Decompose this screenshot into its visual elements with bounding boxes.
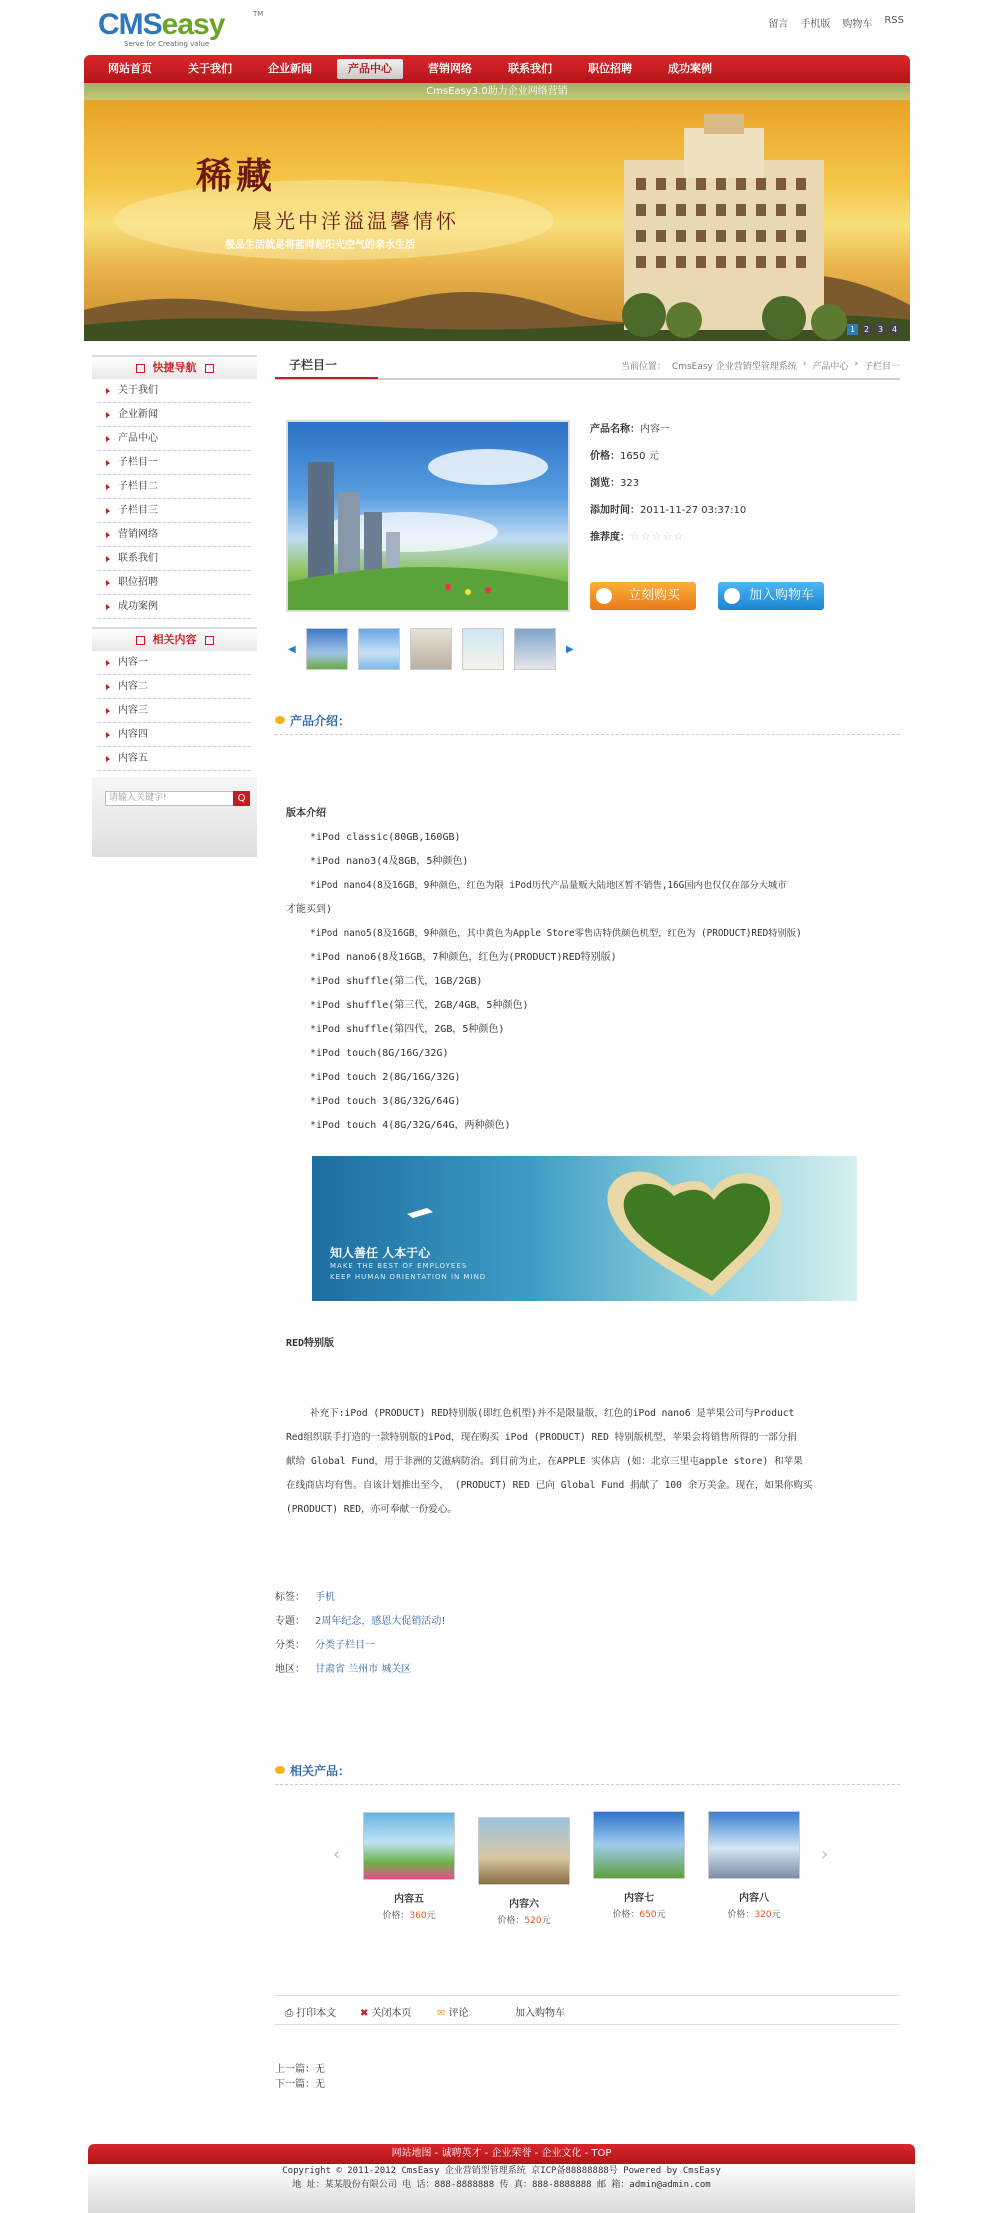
logo-main: CMS xyxy=(98,8,162,41)
island-caption: 知人善任 人本于心 xyxy=(330,1246,431,1260)
star-rating[interactable]: ☆☆☆☆☆ xyxy=(630,530,685,543)
version-line: *iPod nano6(8及16GB，7种颜色，红色为(PRODUCT)RED特别版) xyxy=(310,952,617,963)
island-caption-en2: KEEP HUMAN ORIENTATION IN MIND xyxy=(330,1273,487,1281)
banner-title: 稀藏 xyxy=(196,155,277,197)
sidebar-related-item[interactable]: 内容五 xyxy=(98,747,251,771)
thumbnail[interactable] xyxy=(410,628,452,670)
product-info xyxy=(590,420,746,555)
box-icon xyxy=(136,364,145,373)
related-next-icon[interactable]: › xyxy=(821,1844,829,1865)
meta-tag-label: 标签： xyxy=(275,1592,305,1603)
product-rating-label: 推荐度： xyxy=(590,532,630,543)
related-product-price-label: 价格： xyxy=(612,1910,640,1920)
top-links xyxy=(768,15,904,30)
sidebar-item-sub2[interactable]: 子栏目二 xyxy=(98,475,251,499)
thumbnail[interactable] xyxy=(306,628,348,670)
related-product-unit: 元 xyxy=(771,1910,781,1920)
banner-dot[interactable]: 3 xyxy=(875,324,886,335)
intro-title: 产品介绍： xyxy=(290,714,351,728)
product-name-label: 产品名称： xyxy=(590,424,640,435)
sidebar-item-about[interactable]: 关于我们 xyxy=(98,379,251,403)
versions-heading: 版本介绍 xyxy=(286,808,326,819)
breadcrumb-sep: › xyxy=(802,359,807,369)
breadcrumb-current[interactable]: 子栏目一 xyxy=(863,362,900,372)
breadcrumb xyxy=(621,359,900,372)
printer-icon: ⎙ xyxy=(285,2008,297,2019)
breadcrumb-sep: › xyxy=(854,359,858,369)
close-page-label: 关闭本页 xyxy=(371,2008,412,2019)
comment-icon: ✉ xyxy=(437,2008,449,2019)
top-link-cart[interactable]: 购物车 xyxy=(842,19,873,30)
add-to-cart-button[interactable] xyxy=(718,582,824,610)
footer-info xyxy=(88,2164,915,2213)
logo-accent: easy xyxy=(161,8,225,41)
related-product-image[interactable] xyxy=(478,1817,570,1885)
version-line: *iPod touch 2(8G/16G/32G) xyxy=(310,1072,461,1083)
buy-now-button[interactable] xyxy=(590,582,696,610)
meta-region-value[interactable]: 甘肃省 兰州市 城关区 xyxy=(315,1664,412,1675)
tools-add-to-cart[interactable]: 加入购物车 xyxy=(515,2008,565,2019)
footer-links[interactable]: 网站地图 - 诚聘英才 - 企业荣誉 - 企业文化 - TOP xyxy=(88,2144,915,2164)
nav-home[interactable]: 网站首页 xyxy=(108,62,152,75)
site-logo[interactable] xyxy=(98,10,263,52)
sidebar-related-title: 相关内容 xyxy=(152,633,197,646)
nav-jobs[interactable]: 职位招聘 xyxy=(588,62,632,75)
product-added-label: 添加时间： xyxy=(590,505,640,516)
version-line: *iPod touch(8G/16G/32G) xyxy=(310,1048,449,1059)
sidebar-related-item[interactable]: 内容四 xyxy=(98,723,251,747)
meta-category-value[interactable]: 分类子栏目一 xyxy=(315,1640,375,1651)
bullet-icon xyxy=(275,1766,285,1774)
version-line: *iPod touch 4(8G/32G/64G，两种颜色) xyxy=(310,1120,511,1131)
next-article[interactable]: 下一篇：无 xyxy=(275,2079,325,2090)
banner-dot[interactable]: 4 xyxy=(889,324,900,335)
breadcrumb-products[interactable]: 产品中心 xyxy=(812,362,849,372)
main-nav xyxy=(84,55,910,83)
nav-about[interactable]: 关于我们 xyxy=(188,62,232,75)
banner-caption: 极品生活就是将蓝得起阳光空气的亲水生活 xyxy=(225,240,415,251)
related-product-image[interactable] xyxy=(593,1811,685,1879)
close-icon: ✖ xyxy=(360,2008,372,2019)
footer-address: 地 址：某某股份有限公司 电 话：888-8888888 传 真：888-8888888 邮 箱：admin@admin.com xyxy=(292,2180,711,2190)
meta-tag-value[interactable]: 手机 xyxy=(315,1592,335,1603)
footer-copyright: Copyright © 2011-2012 CmsEasy 企业营销型管理系统 京ICP备88888888号 Powered by CmsEasy xyxy=(282,2166,721,2176)
version-line: *iPod classic(80GB,160GB) xyxy=(310,832,461,843)
prev-next xyxy=(275,2062,325,2092)
related-section-header xyxy=(275,1760,900,1785)
red-text-line: 补充下:iPod (PRODUCT) RED特别版(即红色机型)并不是限量版，红色的iPod nano6 是苹果公司与Product xyxy=(310,1408,795,1419)
product-name: 内容一 xyxy=(640,424,670,435)
related-product-price-label: 价格： xyxy=(497,1916,525,1926)
related-product[interactable] xyxy=(708,1811,800,1920)
sidebar-related-item[interactable]: 内容三 xyxy=(98,699,251,723)
thumb-prev-icon[interactable]: ◀ xyxy=(288,643,296,655)
product-price-label: 价格： xyxy=(590,451,620,462)
thumbnail[interactable] xyxy=(462,628,504,670)
island-caption-en1: MAKE THE BEST OF EMPLOYEES xyxy=(330,1262,468,1270)
breadcrumb-label: 当前位置： xyxy=(620,362,666,372)
sidebar-nav-list xyxy=(92,379,257,619)
related-product-name[interactable]: 内容五 xyxy=(394,1894,424,1905)
related-product[interactable] xyxy=(593,1811,685,1920)
thumbnail[interactable] xyxy=(514,628,556,670)
sidebar-related-header xyxy=(92,627,257,651)
related-product-price: 650 xyxy=(639,1910,657,1920)
product-price: 1650 元 xyxy=(620,451,659,462)
announcement-bar: CmsEasy3.0助力企业网络营销 xyxy=(84,83,910,100)
banner-subtitle: 晨光中洋溢温馨情怀 xyxy=(252,209,459,233)
nav-news[interactable]: 企业新闻 xyxy=(268,62,312,75)
banner-scene xyxy=(84,100,910,341)
related-product-image[interactable] xyxy=(708,1811,800,1879)
sidebar-item-products[interactable]: 产品中心 xyxy=(98,427,251,451)
version-line: 才能买到) xyxy=(286,904,333,915)
nav-cases[interactable]: 成功案例 xyxy=(668,62,712,75)
product-views-label: 浏览： xyxy=(590,478,620,489)
prev-article[interactable]: 上一篇：无 xyxy=(275,2064,325,2075)
comment-button[interactable] xyxy=(437,2004,469,2019)
red-text-block xyxy=(286,1402,906,1522)
sidebar-item-contact[interactable]: 联系我们 xyxy=(98,547,251,571)
island-heart-image xyxy=(312,1156,857,1301)
related-product-unit: 元 xyxy=(656,1910,666,1920)
sidebar xyxy=(92,355,257,857)
related-product-name[interactable]: 内容六 xyxy=(509,1899,539,1910)
print-label: 打印本文 xyxy=(296,2008,337,2019)
thumbnail-strip xyxy=(288,628,574,670)
sidebar-item-sub1[interactable]: 子栏目一 xyxy=(98,451,251,475)
nav-contact[interactable]: 联系我们 xyxy=(508,62,552,75)
red-text-line: Red组织联手打造的一款特别版的iPod，现在购买 iPod (PRODUCT) RED 特别版机型，苹果会将销售所得的一部分捐 xyxy=(286,1432,797,1443)
nav-marketing[interactable]: 营销网络 xyxy=(428,62,472,75)
version-line: *iPod nano4(8及16GB，9种颜色，红色为限 iPod历代产品量贩大陆地区暂不销售,16G国内也仅仅在部分大城市 xyxy=(310,880,787,891)
thumb-next-icon[interactable]: ▶ xyxy=(566,643,574,655)
sidebar-search xyxy=(92,777,257,857)
top-link-rss[interactable]: RSS xyxy=(884,15,904,26)
thumbnail[interactable] xyxy=(358,628,400,670)
building-illustration xyxy=(622,114,847,340)
comment-label: 评论 xyxy=(448,2008,469,2019)
nav-products[interactable]: 产品中心 xyxy=(337,59,403,79)
version-line: *iPod touch 3(8G/32G/64G) xyxy=(310,1096,461,1107)
search-input[interactable]: 请输入关键字! xyxy=(105,791,235,806)
product-added: 2011-11-27 03:37:10 xyxy=(640,505,747,516)
sidebar-nav-title: 快捷导航 xyxy=(152,361,197,374)
search-button[interactable]: Q xyxy=(233,791,250,806)
meta-topic-label: 专题： xyxy=(275,1616,305,1627)
related-product-unit: 元 xyxy=(426,1911,436,1921)
close-page-button[interactable] xyxy=(360,2004,412,2019)
related-products xyxy=(275,1800,900,1926)
version-line: *iPod nano3(4及8GB，5种颜色) xyxy=(310,856,469,867)
content-header xyxy=(275,350,900,380)
versions-block xyxy=(286,802,906,1138)
related-product-image[interactable] xyxy=(363,1812,455,1880)
meta-category-label: 分类： xyxy=(275,1640,305,1651)
city-skyline-image xyxy=(288,422,568,610)
product-views: 323 xyxy=(620,478,640,489)
meta-region-label: 地区： xyxy=(275,1664,305,1675)
sidebar-nav-header xyxy=(92,355,257,379)
version-line: *iPod nano5(8及16GB，9种颜色，其中黄色为Apple Store零售店特供颜色机型，红色为 (PRODUCT)RED特别版) xyxy=(310,928,802,939)
related-product[interactable] xyxy=(478,1817,570,1926)
related-product-price: 320 xyxy=(754,1910,772,1920)
add-to-cart-label: 加入购物车 xyxy=(748,588,814,603)
related-prev-icon[interactable]: ‹ xyxy=(333,1844,341,1865)
box-icon xyxy=(136,636,145,645)
meta-topic-value[interactable]: 2周年纪念，感恩大促销活动! xyxy=(315,1616,446,1627)
version-line: *iPod shuffle(第三代，2GB/4GB，5种颜色) xyxy=(310,1000,529,1011)
buy-now-label: 立刻购买 xyxy=(627,588,680,603)
logo-trademark: TM xyxy=(253,10,264,18)
red-heading: RED特别版 xyxy=(286,1338,335,1349)
sidebar-item-marketing[interactable]: 营销网络 xyxy=(98,523,251,547)
box-icon xyxy=(205,636,214,645)
version-line: *iPod shuffle(第四代，2GB，5种颜色) xyxy=(310,1024,505,1035)
top-link-message[interactable]: 留言 xyxy=(768,19,789,30)
related-product-price: 360 xyxy=(409,1911,427,1921)
related-product-name[interactable]: 内容八 xyxy=(739,1893,769,1904)
print-button[interactable] xyxy=(285,2004,336,2019)
related-product-unit: 元 xyxy=(541,1916,551,1926)
version-line: *iPod shuffle(第二代，1GB/2GB) xyxy=(310,976,483,987)
page-title: 子栏目一 xyxy=(289,358,338,372)
top-link-mobile[interactable]: 手机版 xyxy=(800,19,831,30)
title-underline xyxy=(275,377,378,379)
sidebar-item-news[interactable]: 企业新闻 xyxy=(98,403,251,427)
red-text-line: 献给 Global Fund，用于非洲的艾滋病防治。到目前为止，在APPLE 实体店 (如：北京三里屯apple store) 和苹果 xyxy=(286,1456,803,1467)
banner-dot[interactable]: 2 xyxy=(861,324,872,335)
cart-icon xyxy=(724,588,740,604)
breadcrumb-home[interactable]: CmsEasy 企业营销型管理系统 xyxy=(671,362,797,372)
article-tools xyxy=(275,1995,900,2025)
related-product-price-label: 价格： xyxy=(727,1910,755,1920)
banner-dot[interactable]: 1 xyxy=(847,324,858,335)
red-text-line: (PRODUCT) RED，亦可奉献一份爱心。 xyxy=(286,1504,458,1515)
related-product-name[interactable]: 内容七 xyxy=(624,1893,654,1904)
cart-icon xyxy=(596,588,612,604)
banner-pager xyxy=(847,324,900,335)
hero-banner xyxy=(84,100,910,341)
box-icon xyxy=(205,364,214,373)
intro-section-header xyxy=(275,710,900,735)
logo-tagline: Serve for Creating value xyxy=(124,40,210,48)
sidebar-related-list xyxy=(92,651,257,771)
bullet-icon xyxy=(275,716,285,724)
related-product[interactable] xyxy=(363,1812,455,1921)
product-main-image[interactable] xyxy=(286,420,570,612)
product-meta xyxy=(275,1588,445,1684)
sidebar-item-sub3[interactable]: 子栏目三 xyxy=(98,499,251,523)
related-title: 相关产品： xyxy=(290,1764,351,1778)
related-product-price: 520 xyxy=(524,1916,542,1926)
sidebar-related-item[interactable]: 内容二 xyxy=(98,675,251,699)
sidebar-related-item[interactable]: 内容一 xyxy=(98,651,251,675)
red-text-line: 在线商店均有售。自该计划推出至今， (PRODUCT) RED 已向 Global Fund 捐献了 100 余万美金。现在，如果你购买 xyxy=(286,1480,813,1491)
sidebar-item-cases[interactable]: 成功案例 xyxy=(98,595,251,619)
sidebar-item-jobs[interactable]: 职位招聘 xyxy=(98,571,251,595)
related-product-price-label: 价格： xyxy=(382,1911,410,1921)
